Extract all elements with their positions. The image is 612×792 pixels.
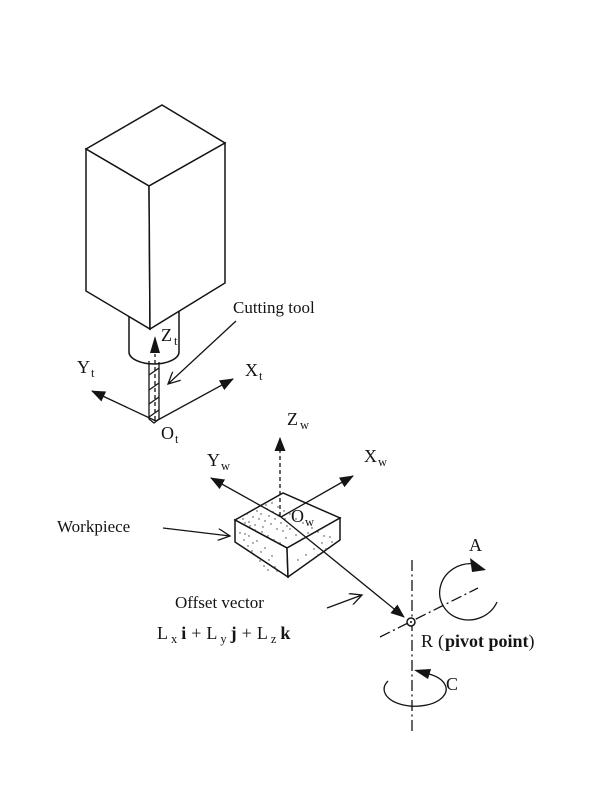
workpiece-z-axis-label: Z $_w$ bbox=[287, 409, 310, 432]
pivot-point-label: R (pivot point) bbox=[421, 631, 535, 651]
workpiece-y-axis-label: $Y_w$ bbox=[207, 450, 231, 473]
workpiece-origin-label: $O_w$ bbox=[291, 506, 315, 529]
tool-y-axis-label: $Y_t$ bbox=[77, 357, 95, 380]
offset-vector-formula: L $_x$ i + L $_y$ j + L $_z$ k bbox=[157, 623, 291, 646]
a-rotation-label: A bbox=[469, 535, 482, 555]
workpiece-y-axis bbox=[211, 478, 281, 517]
cutting-tool-leader bbox=[168, 321, 236, 384]
a-rotation-arrowhead bbox=[470, 558, 486, 572]
tool-frame bbox=[77, 325, 263, 446]
tool-z-arrowhead bbox=[150, 336, 160, 353]
offset-vector-pointer-arrow bbox=[327, 595, 362, 608]
workpiece-frame bbox=[207, 409, 387, 529]
offset-vector-title: Offset vector bbox=[175, 593, 264, 612]
shank-hatching bbox=[149, 368, 159, 417]
tool-x-axis bbox=[156, 379, 233, 421]
a-rotation-axis-line bbox=[380, 588, 478, 637]
workpiece-label: Workpiece bbox=[57, 517, 131, 536]
workpiece-leader bbox=[163, 528, 230, 536]
tool-origin-label: $O_t$ bbox=[161, 423, 179, 446]
c-rotation-symbol bbox=[384, 669, 458, 706]
c-rotation-arrowhead bbox=[414, 669, 431, 679]
cutting-tool-label: Cutting tool bbox=[233, 298, 315, 317]
tool-x-axis-label: $X_t$ bbox=[245, 360, 263, 383]
cutting-tool-shank bbox=[149, 361, 159, 423]
c-rotation-arc bbox=[384, 674, 446, 706]
a-rotation-arc bbox=[440, 564, 497, 620]
a-rotation-symbol bbox=[440, 535, 497, 620]
workpiece-x-axis-label: $X_w$ bbox=[364, 446, 388, 469]
cutting-tool-callout bbox=[168, 298, 315, 384]
tool-y-axis bbox=[92, 391, 156, 421]
workpiece-block bbox=[235, 493, 340, 577]
pivot-point bbox=[407, 618, 535, 652]
spindle-head-box bbox=[86, 105, 225, 329]
pivot-point-center-dot bbox=[410, 621, 412, 623]
tool-z-axis-label: Z $_t$ bbox=[161, 325, 178, 348]
workpiece-callout bbox=[57, 517, 230, 536]
c-rotation-label: C bbox=[446, 674, 459, 694]
